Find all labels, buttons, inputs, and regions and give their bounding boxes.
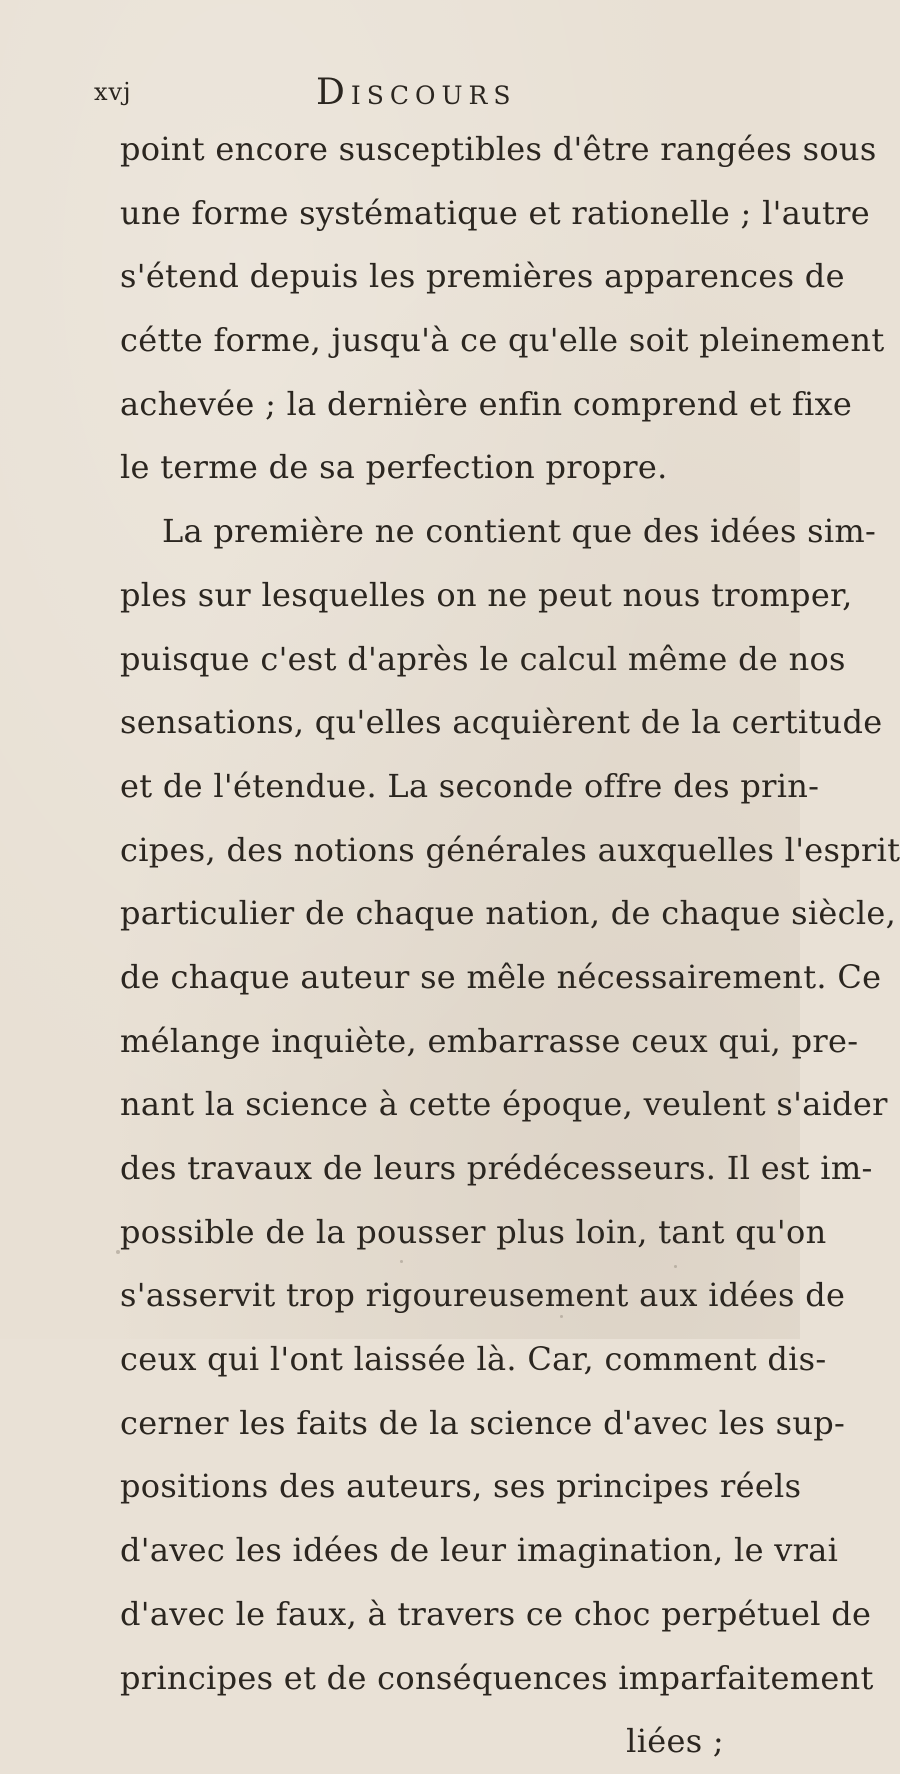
text-line: s'étend depuis les premières apparences de	[120, 257, 845, 296]
running-title: Discours	[316, 72, 517, 113]
text-line: une forme systématique et rationelle ; l'autre	[120, 193, 871, 232]
text-line: s'asservit trop rigoureusement aux idées de	[120, 1276, 846, 1315]
text-line: achevée ; la dernière enfin comprend et fixe	[120, 384, 853, 423]
paper-speck	[674, 1265, 677, 1268]
page-header	[94, 72, 704, 112]
text-line: et de l'étendue. La seconde offre des prin-	[120, 766, 820, 805]
text-line: des travaux de leurs prédécesseurs. Il est im-	[120, 1149, 873, 1187]
text-line: ceux qui l'ont laissée là. Car, comment dis-	[120, 1340, 827, 1379]
text-line: ples sur lesquelles on ne peut nous tromper,	[120, 575, 853, 614]
text-line: particulier de chaque nation, de chaque siècle,	[120, 894, 897, 933]
text-line: principes et de conséquences imparfaitement	[120, 1658, 874, 1697]
text-line: possible de la pousser plus loin, tant qu'on	[120, 1212, 827, 1251]
paper-speck	[116, 1250, 120, 1254]
text-line: point encore susceptibles d'être rangées sous	[120, 130, 877, 168]
text-line: le terme de sa perfection propre.	[120, 448, 668, 487]
text-line: d'avec les idées de leur imagination, le vrai	[120, 1531, 839, 1570]
page-number: xvj	[94, 78, 132, 106]
text-line: puisque c'est d'après le calcul même de nos	[120, 639, 846, 678]
text-line: La première ne contient que des idées sim-	[162, 512, 877, 551]
text-line: sensations, qu'elles acquièrent de la certitude	[120, 703, 883, 742]
text-line: de chaque auteur se mêle nécessairement. Ce	[120, 957, 882, 996]
text-line: mélange inquiète, embarrasse ceux qui, pre-	[120, 1021, 859, 1060]
text-line: d'avec le faux, à travers ce choc perpétuel de	[120, 1594, 872, 1633]
text-line: cerner les faits de la science d'avec les sup-	[120, 1403, 846, 1442]
catchword: liées ;	[626, 1722, 724, 1761]
paper-speck	[400, 1260, 403, 1263]
text-line: cétte forme, jusqu'à ce qu'elle soit pleinement	[120, 321, 885, 360]
body-text	[120, 118, 900, 1774]
text-line: cipes, des notions générales auxquelles l'esprit	[120, 830, 900, 869]
text-line: nant la science à cette époque, veulent s'aider	[120, 1085, 888, 1124]
text-line: positions des auteurs, ses principes réels	[120, 1467, 802, 1506]
paper-speck	[560, 1315, 563, 1318]
